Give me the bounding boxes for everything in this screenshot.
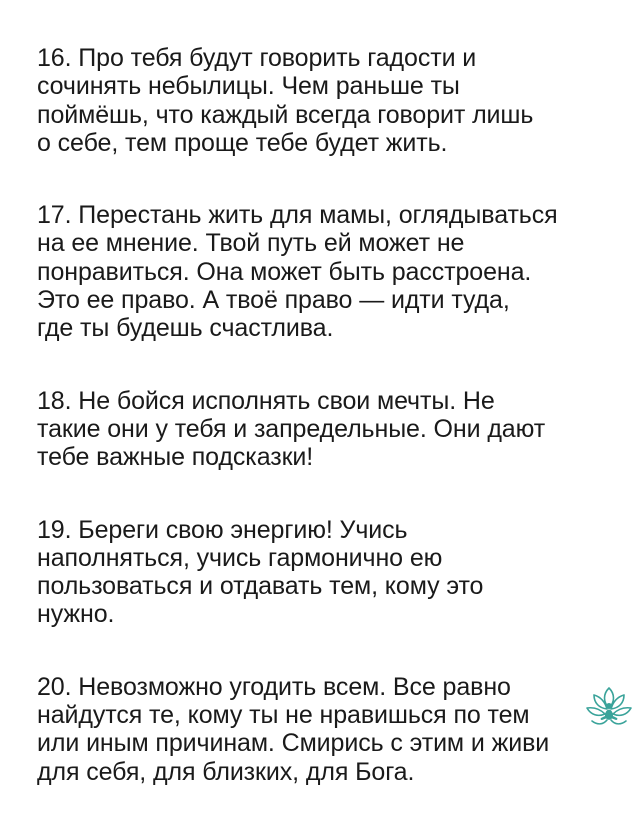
- advice-line: на ее мнение. Твой путь ей может не: [37, 229, 465, 258]
- advice-item-20: [37, 673, 627, 786]
- advice-line: или иным причинам. Смирись с этим и живи: [37, 729, 550, 758]
- advice-line: пользоваться и отдавать тем, кому это: [37, 572, 484, 601]
- advice-line: понравиться. Она может быть расстроена.: [37, 257, 532, 286]
- advice-line: нужно.: [37, 600, 115, 629]
- advice-line: для себя, для близких, для Бога.: [37, 757, 415, 786]
- advice-line: 20. Невозможно угодить всем. Все равно: [37, 672, 511, 701]
- advice-line: о себе, тем проще тебе будет жить.: [37, 128, 448, 157]
- lotus-logo-svg: [584, 684, 634, 734]
- advice-line: сочинять небылицы. Чем раньше ты: [37, 72, 460, 101]
- advice-item-16: [37, 44, 627, 157]
- advice-line: наполняться, учись гармонично ею: [37, 543, 443, 572]
- advice-line: Это ее право. А твоё право — идти туда,: [37, 286, 510, 315]
- advice-list: [37, 44, 627, 830]
- advice-line: 18. Не бойся исполнять свои мечты. Не: [37, 386, 495, 415]
- advice-item-18: [37, 387, 627, 472]
- advice-line: 16. Про тебя будут говорить гадости и: [37, 44, 477, 72]
- advice-line: тебе важные подсказки!: [37, 443, 314, 472]
- lotus-meditation-icon: [584, 684, 634, 734]
- advice-line: такие они у тебя и запредельные. Они дают: [37, 414, 546, 443]
- advice-item-17: [37, 201, 627, 342]
- advice-line: где ты будешь счастлива.: [37, 314, 334, 343]
- advice-item-19: [37, 516, 627, 629]
- advice-line: найдутся те, кому ты не нравишься по тем: [37, 701, 530, 730]
- advice-line: 19. Береги свою энергию! Учись: [37, 515, 408, 544]
- advice-line: 17. Перестань жить для мамы, оглядываться: [37, 201, 558, 230]
- advice-line: поймёшь, что каждый всегда говорит лишь: [37, 100, 534, 129]
